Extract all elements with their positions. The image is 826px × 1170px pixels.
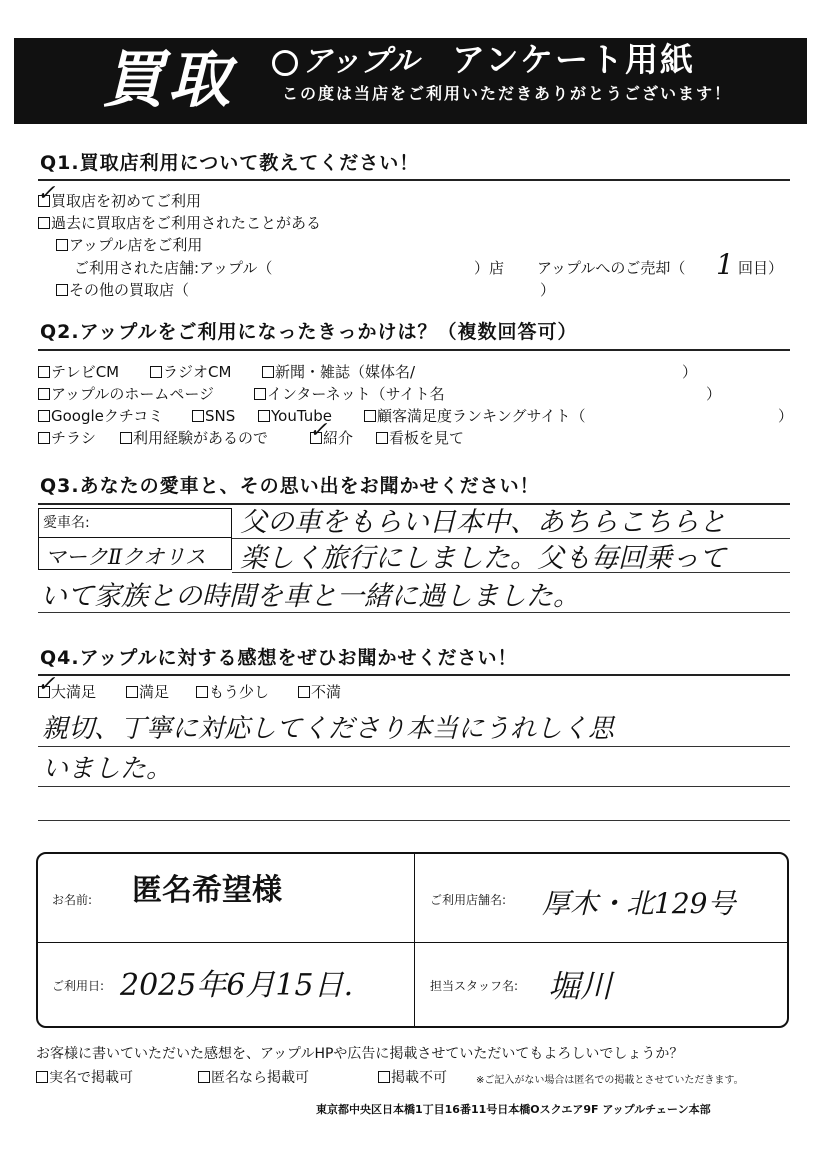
q4-rule [38, 674, 790, 676]
apple-logo [272, 44, 419, 80]
company-address: 東京都中央区日本橋1丁目16番11号日本橋Oスクエア9F アップルチェーン本部 [316, 1103, 711, 1116]
check-mark-icon: ✓ [309, 418, 328, 443]
q4-opt-so-so[interactable]: もう少し [196, 682, 269, 702]
q1-option-first[interactable]: ✓ 買取店を初めてご利用 [37, 181, 202, 210]
q1-store-label: ご利用された店舗:アップル（ [74, 259, 273, 277]
checkbox[interactable] [150, 366, 162, 378]
q2-opt-google[interactable]: Googleクチコミ [38, 406, 163, 426]
car-box-divider [39, 537, 231, 538]
kaitori-logo-text: 買取 [102, 43, 235, 116]
apple-mark-icon [272, 50, 298, 76]
q2-title: Q2.アップルをご利用になったきっかけは？（複数回答可） [40, 321, 578, 343]
checkbox[interactable] [196, 686, 208, 698]
date-label: ご利用日: [52, 979, 105, 993]
q4-comment-line-2: いました。 [42, 754, 173, 784]
q4-opt-unsatisfied[interactable]: 不満 [298, 682, 341, 702]
q4-opt-satisfied[interactable]: 満足 [126, 682, 169, 702]
q1-store-end: ）店 [474, 259, 505, 277]
q4-line-3 [38, 820, 790, 821]
checkbox[interactable] [120, 432, 132, 444]
checkbox-checked[interactable] [309, 418, 328, 444]
publish-question: お客様に書いていただいた感想を、アップルHPや広告に掲載させていただいてもよろしいでしょうか？ [36, 1046, 684, 1062]
car-name-box [38, 508, 232, 570]
q1-rule [38, 179, 790, 181]
checkbox[interactable] [298, 686, 310, 698]
apple-logo-text: アップル [302, 44, 419, 79]
q1-sell-count-label: アップルへのご売却（ [537, 259, 686, 277]
checkbox[interactable] [258, 410, 270, 422]
checkbox[interactable] [38, 388, 50, 400]
car-name-value: マークⅡクオリス [45, 545, 206, 569]
checkbox[interactable] [192, 410, 204, 422]
staff-value: 堀川 [548, 967, 613, 1005]
date-value: 2025年6月15日. [120, 968, 354, 1003]
q4-title: Q4.アップルに対する感想をぜひお聞かせください！ [40, 647, 518, 669]
checkbox-checked[interactable] [37, 181, 56, 207]
checkbox-checked[interactable] [37, 672, 56, 698]
checkbox[interactable] [254, 388, 266, 400]
car-name-label: 愛車名: [43, 515, 90, 531]
checkbox[interactable] [38, 432, 50, 444]
q2-opt-tvcm[interactable]: テレビCM [38, 362, 119, 382]
checkbox[interactable] [38, 366, 50, 378]
checkbox[interactable] [126, 686, 138, 698]
q1-sell-count-value: 1 [716, 248, 734, 281]
staff-label: 担当スタッフ名: [430, 979, 519, 993]
q2-opt-sns[interactable]: SNS [192, 406, 235, 426]
customer-info-box [36, 852, 789, 1028]
checkbox[interactable] [38, 410, 50, 422]
q2-opt-internet[interactable]: インターネット（サイト名 [254, 384, 445, 404]
q2-opt-ranking[interactable]: 顧客満足度ランキングサイト（ [364, 406, 586, 426]
q4-opt-very-satisfied[interactable]: ✓ 大満足 [37, 672, 97, 701]
q3-memory-line-2: 楽しく旅行にしました。父も毎回乗って [240, 543, 726, 574]
q3-memory-line-1: 父の車をもらい日本中、あちらこちらと [240, 507, 726, 538]
publish-opt-real-name[interactable]: 実名で掲載可 [36, 1068, 133, 1088]
checkbox[interactable] [56, 239, 68, 251]
checkbox[interactable] [198, 1071, 210, 1083]
checkbox[interactable] [364, 410, 376, 422]
q2-row3-end: ） [778, 407, 794, 425]
q2-opt-radiocm[interactable]: ラジオCM [150, 362, 231, 382]
q2-row1-end: ） [682, 363, 698, 381]
q2-rule [38, 349, 790, 351]
publish-opt-anonymous[interactable]: 匿名なら掲載可 [198, 1068, 309, 1088]
q3-memory-line-3: いて家族との時間を車と一緒に過しました。 [40, 581, 580, 612]
q2-opt-newspaper[interactable]: 新聞・雑誌（媒体名/ [262, 362, 415, 382]
q2-opt-flyer[interactable]: チラシ [38, 428, 96, 448]
checkbox[interactable] [376, 432, 388, 444]
store-name-label: ご利用店舗名: [430, 893, 507, 907]
page-title: アンケート用紙 [452, 40, 696, 79]
check-mark-icon: ✓ [37, 672, 56, 697]
info-horizontal-divider [38, 942, 787, 943]
q2-opt-experience[interactable]: 利用経験があるので [120, 428, 268, 448]
q1-sell-count-end: 回目） [738, 259, 784, 277]
q2-opt-homepage[interactable]: アップルのホームページ [38, 384, 214, 404]
q4-comment-line-1: 親切、丁寧に対応してくださり本当にうれしく思 [42, 714, 615, 744]
check-mark-icon: ✓ [37, 181, 56, 206]
name-value: 匿名希望様 [132, 873, 282, 908]
store-name-value: 厚木・北129号 [542, 887, 736, 920]
checkbox[interactable] [36, 1071, 48, 1083]
q3-title: Q3.あなたの愛車と、その思い出をお聞かせください！ [40, 475, 540, 497]
q1-option-apple[interactable]: アップル店をご利用 [56, 235, 202, 255]
q4-line-2 [38, 786, 790, 787]
page-subtitle: この度は当店をご利用いただきありがとうございます！ [282, 84, 733, 103]
checkbox[interactable] [262, 366, 274, 378]
q2-opt-signboard[interactable]: 看板を見て [376, 428, 464, 448]
checkbox[interactable] [38, 217, 50, 229]
publish-opt-no[interactable]: 掲載不可 [378, 1068, 447, 1088]
q1-option-past[interactable]: 過去に買取店をご利用されたことがある [38, 213, 321, 233]
q2-opt-youtube[interactable]: YouTube [258, 406, 332, 426]
q4-line-1 [38, 746, 790, 747]
q1-title: Q1.買取店利用について教えてください！ [40, 152, 420, 174]
checkbox[interactable] [56, 284, 68, 296]
q2-row2-end: ） [706, 385, 722, 403]
q1-other-end: ） [540, 281, 556, 299]
name-label: お名前: [52, 893, 93, 907]
checkbox[interactable] [378, 1071, 390, 1083]
info-vertical-divider [414, 854, 415, 1026]
header-banner [14, 38, 807, 124]
q3-rule [38, 503, 790, 505]
q1-option-other[interactable]: その他の買取店（ [56, 280, 189, 300]
q2-opt-referral[interactable]: ✓ 紹介 [309, 418, 354, 447]
publish-note: ※ご記入がない場合は匿名での掲載とさせていただきます。 [476, 1075, 744, 1086]
